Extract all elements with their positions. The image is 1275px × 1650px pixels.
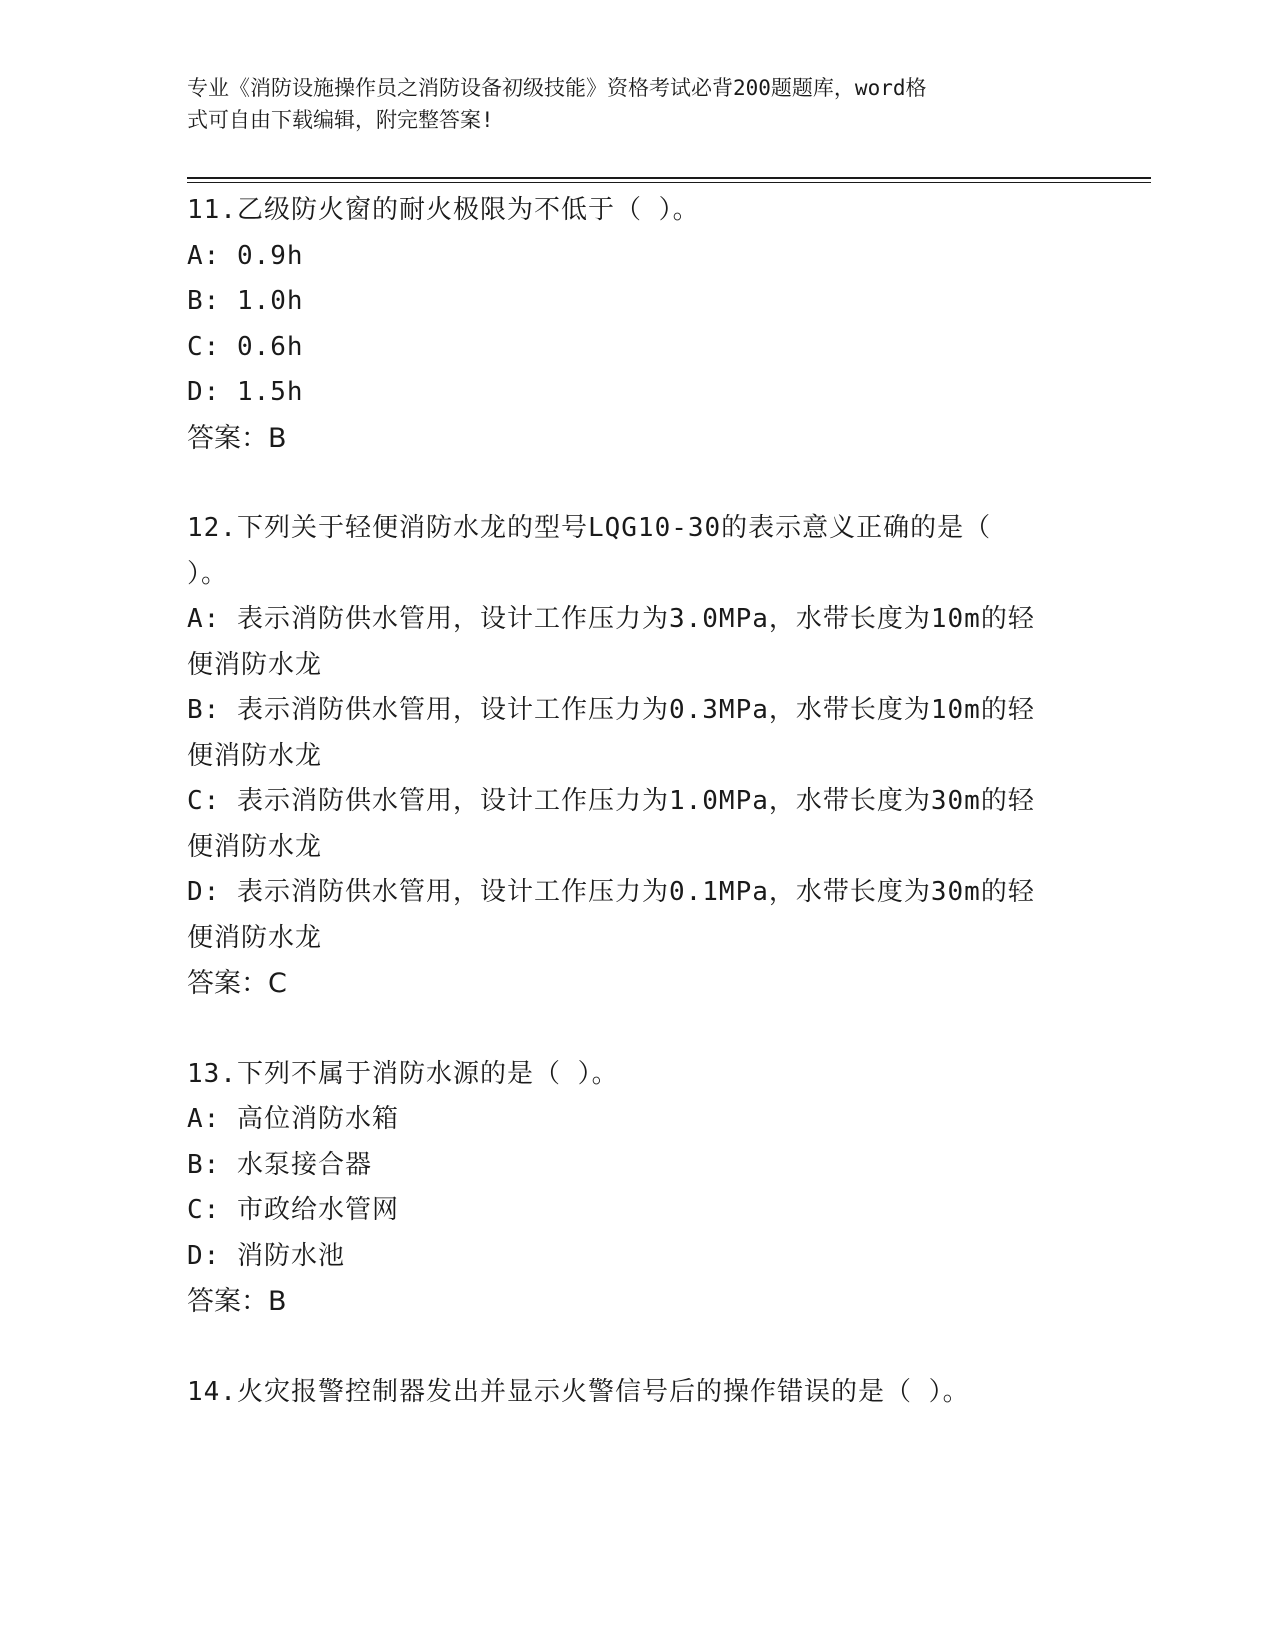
- answer: 答案：B: [187, 1286, 287, 1317]
- question-stem-line-2: ）。: [187, 558, 229, 589]
- document-header: [187, 72, 1067, 136]
- option-a-line-2: 便消防水龙: [187, 649, 323, 680]
- option-c: C: 市政给水管网: [187, 1195, 399, 1225]
- answer: 答案：B: [187, 422, 287, 454]
- option-d-line-2: 便消防水龙: [187, 922, 323, 953]
- question-list: [187, 188, 1087, 1415]
- option-a: A: 高位消防水箱: [187, 1104, 399, 1134]
- question-spacer: [187, 1325, 1087, 1370]
- option-c-line-2: 便消防水龙: [187, 831, 323, 862]
- option-a-line-1: A: 表示消防供水管用，设计工作压力为3.0MPa，水带长度为10m的轻: [187, 604, 1035, 634]
- question-stem-line-1: 12.下列关于轻便消防水龙的型号LQG10-30的表示意义正确的是（: [187, 513, 992, 543]
- question-11: [187, 188, 1087, 461]
- option-c-line-1: C: 表示消防供水管用，设计工作压力为1.0MPa，水带长度为30m的轻: [187, 786, 1035, 816]
- answer: 答案：C: [187, 968, 287, 999]
- question-stem: 13.下列不属于消防水源的是（ ）。: [187, 1058, 619, 1089]
- question-13: [187, 1052, 1087, 1325]
- question-12: [187, 506, 1087, 1007]
- header-divider-thin: [187, 182, 1151, 183]
- option-b-line-1: B: 表示消防供水管用，设计工作压力为0.3MPa，水带长度为10m的轻: [187, 695, 1035, 725]
- header-line-2: 式可自由下载编辑，附完整答案!: [187, 108, 494, 132]
- question-spacer: [187, 461, 1087, 506]
- option-d-line-1: D: 表示消防供水管用，设计工作压力为0.1MPa，水带长度为30m的轻: [187, 877, 1035, 907]
- option-d: D: 消防水池: [187, 1240, 345, 1271]
- question-stem: 11.乙级防火窗的耐火极限为不低于（ ）。: [187, 195, 700, 225]
- question-14: [187, 1370, 1087, 1416]
- question-stem: 14.火灾报警控制器发出并显示火警信号后的操作错误的是（ ）。: [187, 1376, 970, 1407]
- option-b: B: 1.0h: [187, 286, 304, 316]
- question-spacer: [187, 1007, 1087, 1052]
- option-b: B: 水泵接合器: [187, 1149, 372, 1180]
- option-c: C: 0.6h: [187, 331, 304, 362]
- option-a: A: 0.9h: [187, 240, 304, 271]
- option-b-line-2: 便消防水龙: [187, 740, 323, 771]
- option-d: D: 1.5h: [187, 377, 304, 407]
- header-divider-thick: [187, 177, 1151, 179]
- header-line-1: 专业《消防设施操作员之消防设备初级技能》资格考试必背200题题库，word格: [187, 76, 927, 100]
